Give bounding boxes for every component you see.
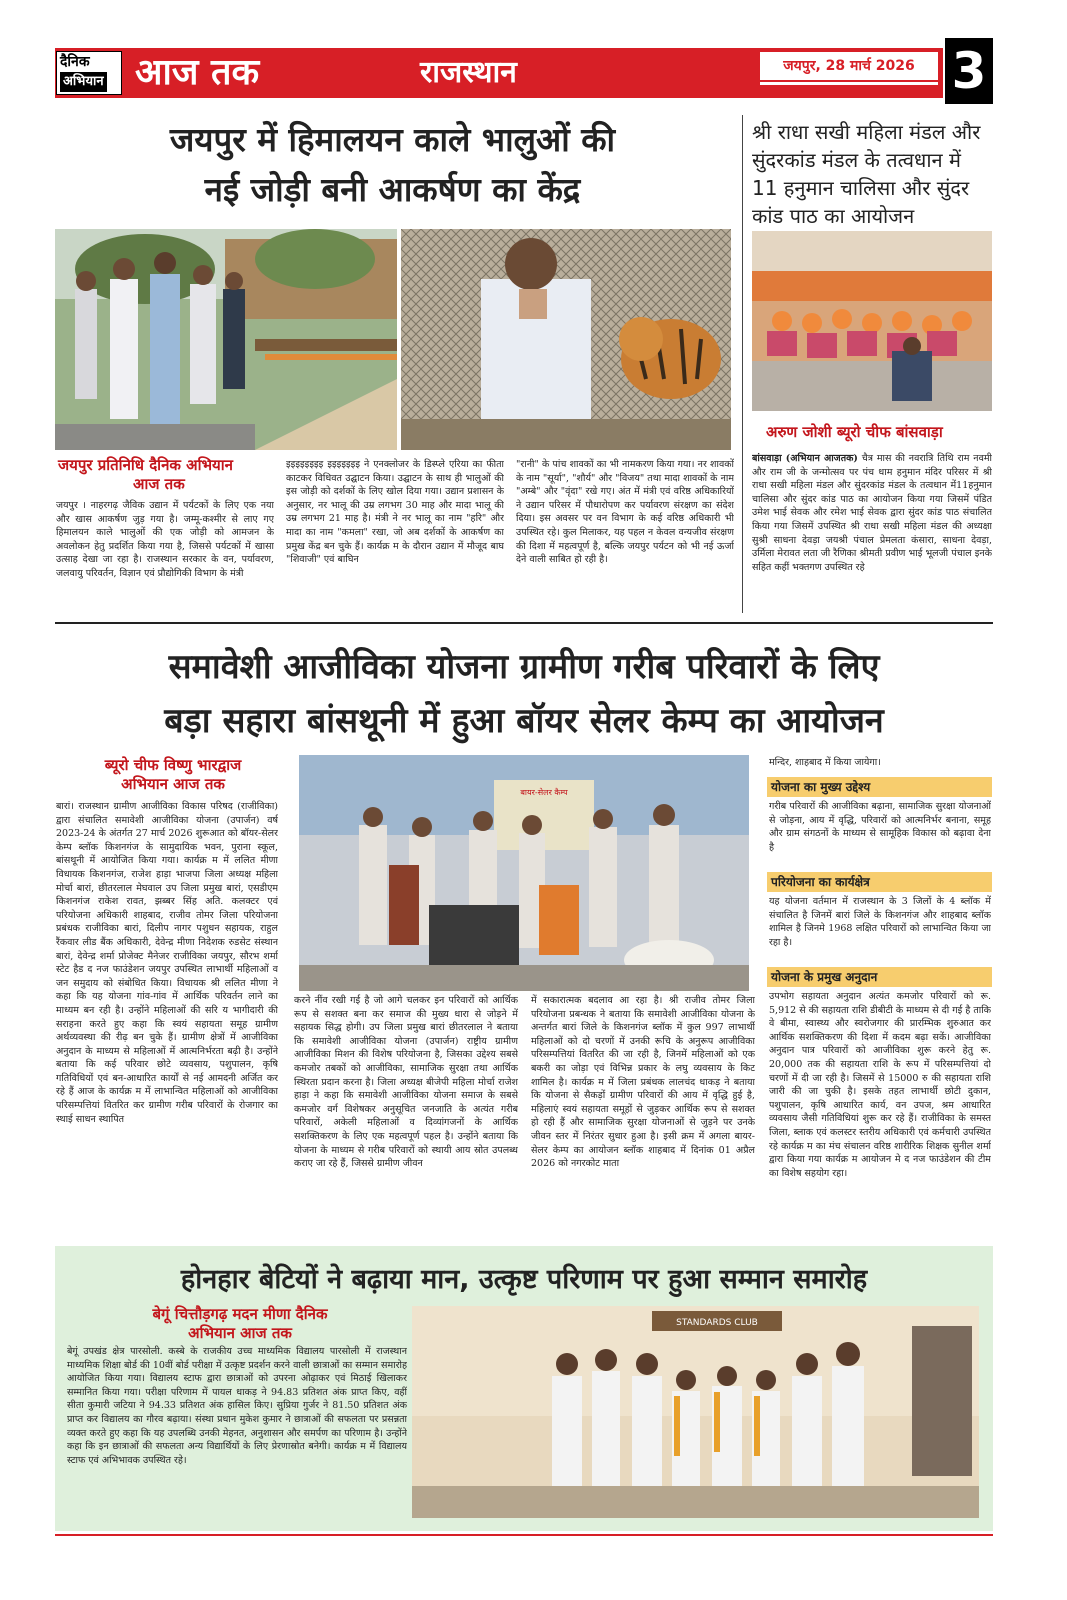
story3-subhead-scope: परियोजना का कार्यक्षेत्र xyxy=(767,872,992,892)
story1-col1: जयपुर । नाहरगढ़ जैविक उद्यान में पर्यटकों के लिए एक नया और खास आकर्षण जुड़ गया है। जम्मू-कश्मीर से लाए गए हिमालयन काले भालुओं की एक जोड़ी को आमजन के अवलोकन हेतु प्रदर्शित किया गया है, जिससे पर्यटकों में खासा उत्साह देखा जा रहा है। राजस्थान सरकार के वन, पर्यावरण, जलवायु परिवर्तन, विज्ञान एवं प्रौद्योगिकी विभाग के मंत्री xyxy=(56,500,274,579)
story1-col3: "रानी" के पांच शावकों का भी नामकरण किया गया। नर शावकों के नाम "सूर्या", "शौर्य" और "विजय" तथा मादा शावकों के नाम "अम्बे" और "वृंदा" रखे गए। अंत में मंत्री एवं वरिष्ठ अधिकारियों ने उद्यान परिसर में पौधारोपण कर पर्यावरण संरक्षण का संदेश दिया। इस अवसर पर वन विभाग के कई वरिष्ठ अधिकारी भी उपस्थित रहे। कुल मिलाकर, यह पहल न केवल वन्यजीव संरक्षण की दिशा में महत्वपूर्ण है, बल्कि जयपुर पर्यटन को भी नई ऊर्जा देने वाली साबित हो रही है। xyxy=(516,459,734,566)
brand-name: आज तक xyxy=(135,52,260,93)
club-sign-text: STANDARDS CLUB xyxy=(676,1318,758,1328)
story2-body xyxy=(752,452,992,612)
section-rule xyxy=(55,622,993,624)
story3-byline-line2: अभियान आज तक xyxy=(121,775,225,793)
story3-photo xyxy=(299,755,749,991)
tiger-cage-illustration xyxy=(401,229,731,450)
story4-headline: होनहार बेटियों ने बढ़ाया मान, उत्कृष्ट परिणाम पर हुआ सम्मान समारोह xyxy=(180,1264,868,1295)
page-number: 3 xyxy=(945,38,993,104)
story1-headline-line2: नई जोड़ी बनी आकर्षण का केंद्र xyxy=(204,170,581,209)
story3-col2: करने नींव रखी गई है जो आगे चलकर इन परिवारों को आर्थिक रूप से सशक्त बना कर समाज की मुख्य धारा से जोड़ने में सहायक सिद्ध होगी। उप जिला प्रमुख बारां छीतरलाल ने बताया कि समावेशी आजीविका योजना (उपार्जन) राष्ट्रीय ग्रामीण आजीविका मिशन की विशेष परियोजना है, जिसका उद्देश्य सबसे कमजोर तबकों को आजीविका, सामाजिक सुरक्षा तथा आर्थिक स्थिरता प्रदान करना है। जिला अध्यक्ष बीजेपी महिला मोर्चा राजेश हाड़ा ने कहा कि समावेशी आजीविका योजना समाज के सबसे कमजोर वर्ग विशेषकर अनुसूचित जनजाति के अत्यंत गरीब परिवारों, अकेली महिलाओं व दिव्यांगजनों के आर्थिक सशक्तिकरण के लिए एक महत्वपूर्ण पहल है। उन्होंने बताया कि योजना के माध्यम से गरीब परिवारों को स्थायी आय स्रोत उपलब्ध कराए जा रहे हैं, जिससे ग्रामीण जीवन xyxy=(294,995,518,1170)
story3-col3: में सकारात्मक बदलाव आ रहा है। श्री राजीव तोमर जिला परियोजना प्रबन्धक ने बताया कि समावेशी आजीविका योजना के अन्तर्गत बारां जिले के किशनगंज ब्लॉक में कुल 997 लाभार्थी महिलाओं को दो चरणों में उनकी रूचि के अनुरूप आजीविका परिसम्पत्तियां वितरित की जा रही है, जिनमें महिलाओं को एक बकरी का जोड़ा एवं विभिन्न प्रकार के लघु व्यवसाय के किट शामिल है। कार्यक्र म में जिला प्रबंधक लालचंद धाकड़ ने बताया कि योजना से सैकड़ों ग्रामीण परिवारों की आय में वृद्धि हुई है, महिलाएं स्वयं सहायता समूहों से जुड़कर आर्थिक रूप से सशक्त हो रही हैं और सामाजिक सुरक्षा योजनाओं से जुड़ने पर उनके जीवन स्तर में निरंतर सुधार हुआ है। इसी क्रम में अगला बायर-सेलर केम्प का आयोजन ब्लॉक शाहबाद में दिनांक 01 अप्रैल 2026 को नगरकोट माता xyxy=(531,995,755,1170)
story3-headline xyxy=(55,640,993,748)
story3-objective-body: गरीब परिवारों की आजीविका बढ़ाना, सामाजिक सुरक्षा योजनाओं से जोड़ना, आय में वृद्धि, परिवारों को आत्मनिर्भर बनाना, समूह और ग्राम संगठनों के माध्यम से सामूहिक विकास को बढ़ावा देना है xyxy=(769,801,991,853)
story3-subhead-grants: योजना के प्रमुख अनुदान xyxy=(767,967,992,987)
camp-illustration xyxy=(299,755,749,991)
story1-byline-line2: आज तक xyxy=(133,475,185,493)
story4-byline xyxy=(70,1305,410,1343)
story4-body: बेगूं उपखंड क्षेत्र पारसोली. कस्बे के राजकीय उच्च माध्यमिक विद्यालय पारसोली में राजस्थान माध्यमिक शिक्षा बोर्ड की 10वीं बोर्ड परीक्षा में उत्कृष्ट प्रदर्शन करने वाली छात्राओं का सम्मान समारोह आयोजित किया गया। विद्यालय स्टाफ द्वारा छात्राओं को उपरना ओढ़ाकर एवं मिठाई खिलाकर सम्मानित किया गया। परीक्षा परिणाम में पायल धाकड़ ने 94.83 प्रतिशत अंक प्राप्त किए, वहीं सीता कुमारी जटिया ने 94.33 प्रतिशत अंक हासिल किए। सुप्रिया गुर्जर ने 81.50 प्रतिशत अंक प्राप्त कर विद्यालय का गौरव बढ़ाया। संस्था प्रधान मुकेश कुमार ने छात्राओं की सफलता पर प्रसन्नता व्यक्त करते हुए कहा कि यह उपलब्धि उनकी मेहनत, अनुशासन और समर्पण का परिणाम है। उन्होंने कहा कि इन छात्राओं की सफलता अन्य विद्यार्थियों के लिए प्रेरणास्रोत बनेगी। कार्यक्र म में विद्यालय स्टाफ एवं अभिभावक उपस्थित रहे। xyxy=(67,1346,407,1466)
column-divider xyxy=(742,115,743,613)
dateline: जयपुर, 28 मार्च 2026 xyxy=(760,52,938,80)
story2-body-lead: बांसवाड़ा (अभियान आजतक) xyxy=(752,453,858,464)
story2-byline: अरुण जोशी ब्यूरो चीफ बांसवाड़ा xyxy=(766,423,943,441)
story3-col1: बारां। राजस्थान ग्रामीण आजीविका विकास परिषद (राजीविका) द्वारा संचालित समावेशी आजीविका योजना (उपार्जन) वर्ष 2023-24 के अंतर्गत 27 मार्च 2026 शुरूआत को बॉयर-सेलर केम्प ब्लॉक किशनगंज के सामुदायिक भवन, पुराना स्कूल, बांसथूनी में आयोजित किया गया। कार्यक्र म में ललित मीणा विधायक किशनगंज, राजेश हाड़ा भाजपा जिला अध्यक्ष महिला मोर्चा बारां, छीतरलाल मेघवाल उप जिला प्रमुख बारां, एसडीएम किशनगंज राकेश रावत, झब्बर सिंह अति. कलक्टर एवं परियोजना अधिकारी शाहबाद, राजीव तोमर जिला परियोजना प्रबंधक राजीविका बारां, दिलीप नागर पशुधन सहायक, राहुल रैंकवार लीड बैंक अधिकारी, देवेन्द्र मीणा निदेशक रुडसेट संस्थान बारां, देवेन्द्र शर्मा प्रोजेक्ट मैनेजर राजीविका जयपुर, सौरभ शर्मा स्टेट हैड द नज फाउंडेशन जयपुर उपस्थित लाभार्थी महिलाओं व जन समुदाय को संबोधित किया। विधायक श्री ललित मीणा ने कहा कि यह योजना गांव-गांव में आर्थिक परिवर्तन लाने का माध्यम बन रही है। उन्होंने महिलाओं की सरि य भागीदारी की सराहना करते हुए कहा कि स्वयं सहायता समूह ग्रामीण अर्थव्यवस्था की रीढ़ बन चुके हैं। ग्रामीण क्षेत्रों में आजीविका अनुदान के माध्यम से महिलाओं में आत्मनिर्भरता बढ़ी है। उन्होंने बताया कि कई परिवार छोटे व्यवसाय, पशुपालन, कृषि गतिविधियों एवं बन-आधारित कार्यों से नई आमदनी अर्जित कर रहे हैं आज के कार्यक्र म में लाभान्वित महिलाओं को आजीविका परिसम्पत्तियां वितरित कर ग्रामीण गरीब परिवारों के रोजगार का स्थाई साधन स्थापित xyxy=(56,801,278,1125)
story3-scope-body: यह योजना वर्तमान में राजस्थान के 3 जिलों के 4 ब्लॉक में संचालित है जिनमें बारां जिले के किशनगंज और शाहबाद ब्लॉक शामिल है जिनमे 1968 लक्षित परिवारों को लाभान्वित किया जा रहा है। xyxy=(769,896,991,948)
story3-headline-line2: बड़ा सहारा बांसथूनी में हुआ बॉयर सेलर केम्प का आयोजन xyxy=(164,701,884,741)
story2-headline: श्री राधा सखी महिला मंडल और सुंदरकांड मंडल के तत्वधान में 11 हनुमान चालिसा और सुंदर कांड पाठ का आयोजन xyxy=(752,120,981,228)
story1-photo-officials xyxy=(55,229,397,450)
section-title: राजस्थान xyxy=(420,55,517,90)
story3-headline-line1: समावेशी आजीविका योजना ग्रामीण गरीब परिवारों के लिए xyxy=(168,647,880,687)
banner-text: बायर-सेलर कैम्प xyxy=(520,788,568,797)
dateline-rule xyxy=(760,82,938,85)
newspaper-logo xyxy=(56,51,122,95)
story3-subhead-objective: योजना का मुख्य उद्देश्य xyxy=(767,777,992,797)
story1-photo-tiger xyxy=(401,229,731,450)
story2-body-text: चैत्र मास की नवरात्रि तिथि राम नवमी और राम जी के जन्मोत्सव पर पंच धाम हनुमान मंदिर परिसर में श्री राधा सखी महिला मंडल और सुंदरकांड मंडल के तत्वधान में11हनुमान चालिसा और सुंदर कांड पाठ का आयोजन किया गया जिसमें पंडित उमेश भाई सेवक और रमेश भाई सेवक द्वारा सुंदर कांड पाठ संचालित किया गया जिसमें उपस्थित श्री राधा सखी महिला मंडल की अध्यक्षा सुश्री साधना देवड़ा जयश्री पंचाल प्रेमलता कंसारा, साधना देवड़ा, उर्मिला मेरावत लता जी रैणिका श्रीमती प्रवीण भाई भूलजी पंचाल इनके सहित कहीं भक्तगण उपस्थित रहे xyxy=(752,453,992,573)
story1-byline-line1: जयपुर प्रतिनिधि दैनिक अभियान xyxy=(58,456,233,474)
officials-illustration xyxy=(55,229,397,450)
story1-headline-line1: जयपुर में हिमालयन काले भालुओं की xyxy=(169,120,616,159)
bottom-rule xyxy=(55,1534,993,1536)
logo-line1: दैनिक xyxy=(60,54,90,70)
story4-byline-line1: बेगूं चित्तौड़गढ़ मदन मीणा दैनिक xyxy=(152,1305,328,1323)
prayer-gathering-illustration xyxy=(752,231,992,411)
story3-byline xyxy=(58,756,288,794)
story4-byline-line2: अभियान आज तक xyxy=(188,1324,292,1342)
story3-col4-top: मन्दिर, शाहबाद में किया जायेगा। xyxy=(769,757,881,768)
story1-col2: इइइइइइइइ इइइइइइइ ने एनक्लोजर के डिस्प्ले एरिया का फीता काटकर विधिवत उद्घाटन किया। उद्घाटन के साथ ही भालुओं की इस जोड़ी को दर्शकों के लिए खोल दिया गया। उद्यान प्रशासन के अनुसार, नर भालू की उम्र लगभग 30 माह और मादा भालू की उम्र लगभग 21 माह है। मंत्री ने नर भालू का नाम "हरि" और मादा का नाम "कमला" रखा, जो अब दर्शकों के आकर्षण का प्रमुख केंद्र बन चुके हैं। कार्यक्र म के दौरान उद्यान में मौजूद बाघ "शिवाजी" एवं बाघिन xyxy=(286,459,504,566)
story4-photo xyxy=(412,1306,979,1518)
students-group-illustration xyxy=(412,1306,979,1518)
story1-byline xyxy=(58,456,278,494)
story2-photo xyxy=(752,231,992,411)
story3-grants-body: उपभोग सहायता अनुदान अत्यंत कमजोर परिवारों को रू. 5,912 से की सहायता राशि डीबीटी के माध्यम से दी गई है ताकि वे बीमा, स्वास्थ्य और स्वरोजगार की प्रारम्भिक शुरुआत कर आर्थिक सशक्तिकरण की दिशा में कदम बढ़ा सकें। आजीविका अनुदान पात्र परिवारों को आजीविका शुरू करने हेतु रू. 20,000 तक की सहायता राशि के रूप में परिसम्पत्तियां दो चरणों में दी जा रही है। जिसमें से 15000 रु की सहायता राशि जारी की जा चुकी है। इसके तहत लाभार्थी छोटी दुकान, पशुपालन, कृषि आधारित कार्य, वन उपज, श्रम आधारित व्यवसाय जैसी गतिविधियां शुरू कर रहे हैं। राजीविका के समस्त जिला, ब्लाक एवं कलस्टर स्तरीय अधिकारी एवं कर्मचारी उपस्थित रहे कार्यक्र म का मंच संचालन वरिष्ठ शारीरिक शिक्षक सुनील शर्मा द्वारा किया गया कार्यक्र म आयोजन मे द नज फाउंडेशन की टीम का विशेष सहयोग रहा। xyxy=(769,991,991,1179)
story3-byline-line1: ब्यूरो चीफ विष्णु भारद्वाज xyxy=(104,756,242,774)
story1-headline xyxy=(60,115,725,215)
logo-line2: अभियान xyxy=(60,72,107,92)
